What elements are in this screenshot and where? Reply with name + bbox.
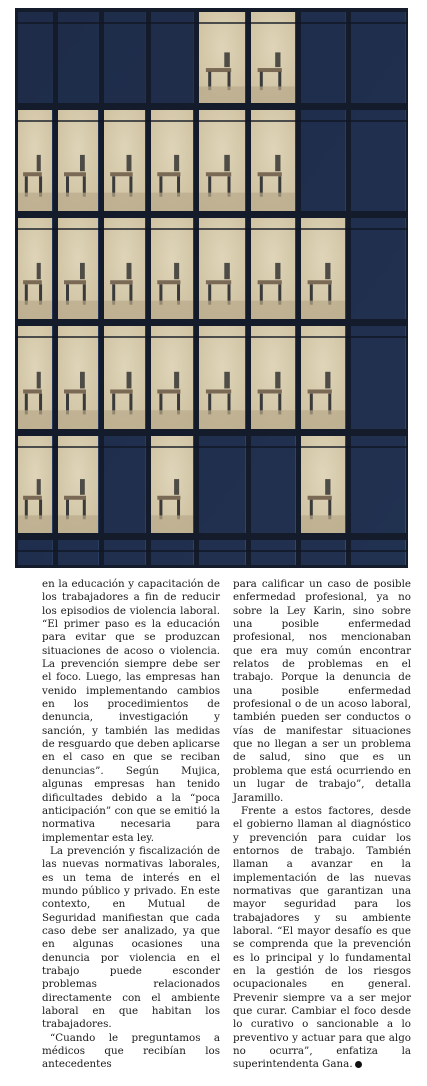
paragraph — [233, 805, 411, 1072]
article-column-1 — [42, 578, 220, 1072]
office-tower-night-image — [15, 8, 408, 568]
paragraph: “Cuando le preguntamos a médicos que recibían los antecedentes — [42, 1031, 220, 1071]
paragraph: La prevención y fiscalización de las nuevas normativas laborales, es un tema de interés en el mundo público y privado. En este contexto, en Mutual de Seguridad manifiestan que cada caso debe ser analizado, ya que en algunas ocasiones una denuncia por violencia en el trabajo puede esconder problemas relacionados directamente con el ambiente laboral en que habitan los trabajadores. — [42, 844, 220, 1031]
end-of-article-icon — [355, 1061, 362, 1068]
building-photo — [15, 8, 408, 568]
paragraph-text: Frente a estos factores, desde el gobierno llaman al diagnóstico y prevención para cuidar los entornos de trabajo. También llaman a avanzar en la implementación de las nuevas normativas que garantizan una mayor seguridad para los trabajadores y su ambiente laboral. “El mayor desafío es que se comprenda que la prevención es lo principal y lo fundamental en la gestión de los riesgos ocupacionales en general. Prevenir siempre va a ser mejor que curar. Cambiar el foco desde lo curativo o sancionable a lo preventivo y actuar para que algo no ocurra”, enfatiza la superintendenta Gana. — [233, 804, 411, 1071]
article-column-2 — [233, 578, 411, 1072]
article-body — [42, 578, 420, 1078]
paragraph: para calificar un caso de posible enfermedad profesional, ya no sobre la Ley Karin, sino sobre una posible enfermedad profesional, nos mencionaban que era muy común encontrar relatos de problemas en el trabajo. Porque la denuncia de una posible enfermedad profesional o de un acoso laboral, también pueden ser conductos o vías de manifestar situaciones que no llegan a ser un problema de salud, sino que es un problema que está ocurriendo en un lugar de trabajo”, detalla Jaramillo. — [233, 578, 411, 804]
paragraph: en la educación y capacitación de los trabajadores a fin de reducir los episodios de violencia laboral. “El primer paso es la educación para evitar que se produzcan situaciones de acoso o violencia. La prevención siempre debe ser el foco. Luego, las empresas han venido implementando cambios en los procedimientos de denuncia, investigación y sanción, y también las medidas de resguardo que deben aplicarse en el caso en que se reciban denuncias”. Según Mujica, algunas empresas han tenido dificultades debido a la “poca anticipación” con que se emitió la normativa necesaria para implementar esta ley. — [42, 578, 220, 844]
